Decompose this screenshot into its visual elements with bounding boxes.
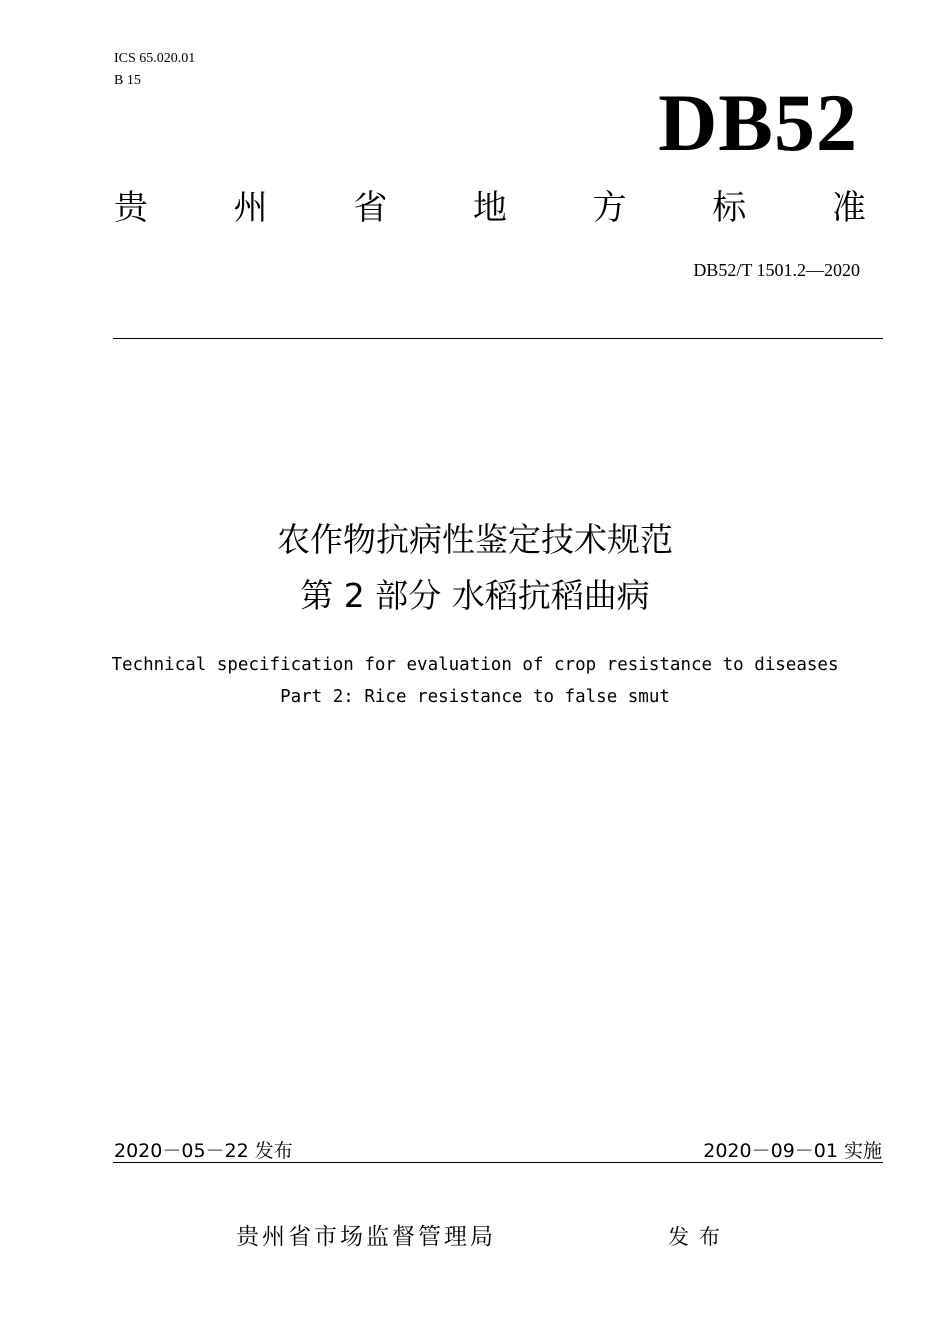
title-en-line1: Technical specification for evaluation of crop resistance to diseases xyxy=(111,655,839,675)
standard-type-char: 地 xyxy=(472,188,507,228)
publish-label: 发布 xyxy=(668,1225,730,1249)
classification-codes xyxy=(114,48,195,92)
standard-type-char: 准 xyxy=(831,188,866,228)
standard-type-char: 标 xyxy=(712,188,747,228)
standard-type-char: 州 xyxy=(233,188,268,228)
standard-type-char: 方 xyxy=(592,188,627,228)
header-divider xyxy=(113,338,883,339)
title-cn-line2: 第 2 部分 水稻抗稻曲病 xyxy=(300,576,650,615)
standard-number: DB52/T 1501.2—2020 xyxy=(693,260,860,280)
standard-type-char: 省 xyxy=(353,188,388,228)
ics-code: ICS 65.020.01 xyxy=(114,51,196,66)
issuer: 贵州省市场监督管理局 xyxy=(236,1224,496,1250)
ccs-code: B 15 xyxy=(114,73,141,88)
standard-logo: DB52 xyxy=(658,77,858,168)
standard-type-char: 贵 xyxy=(114,188,148,228)
title-en-line2: Part 2: Rice resistance to false smut xyxy=(280,687,670,707)
title-cn-line1: 农作物抗病性鉴定技术规范 xyxy=(277,520,673,559)
standard-type xyxy=(114,184,866,232)
footer-divider xyxy=(113,1162,883,1163)
issue-date: 2020－05－22 发布 xyxy=(114,1140,293,1162)
implement-date: 2020－09－01 实施 xyxy=(703,1140,882,1162)
